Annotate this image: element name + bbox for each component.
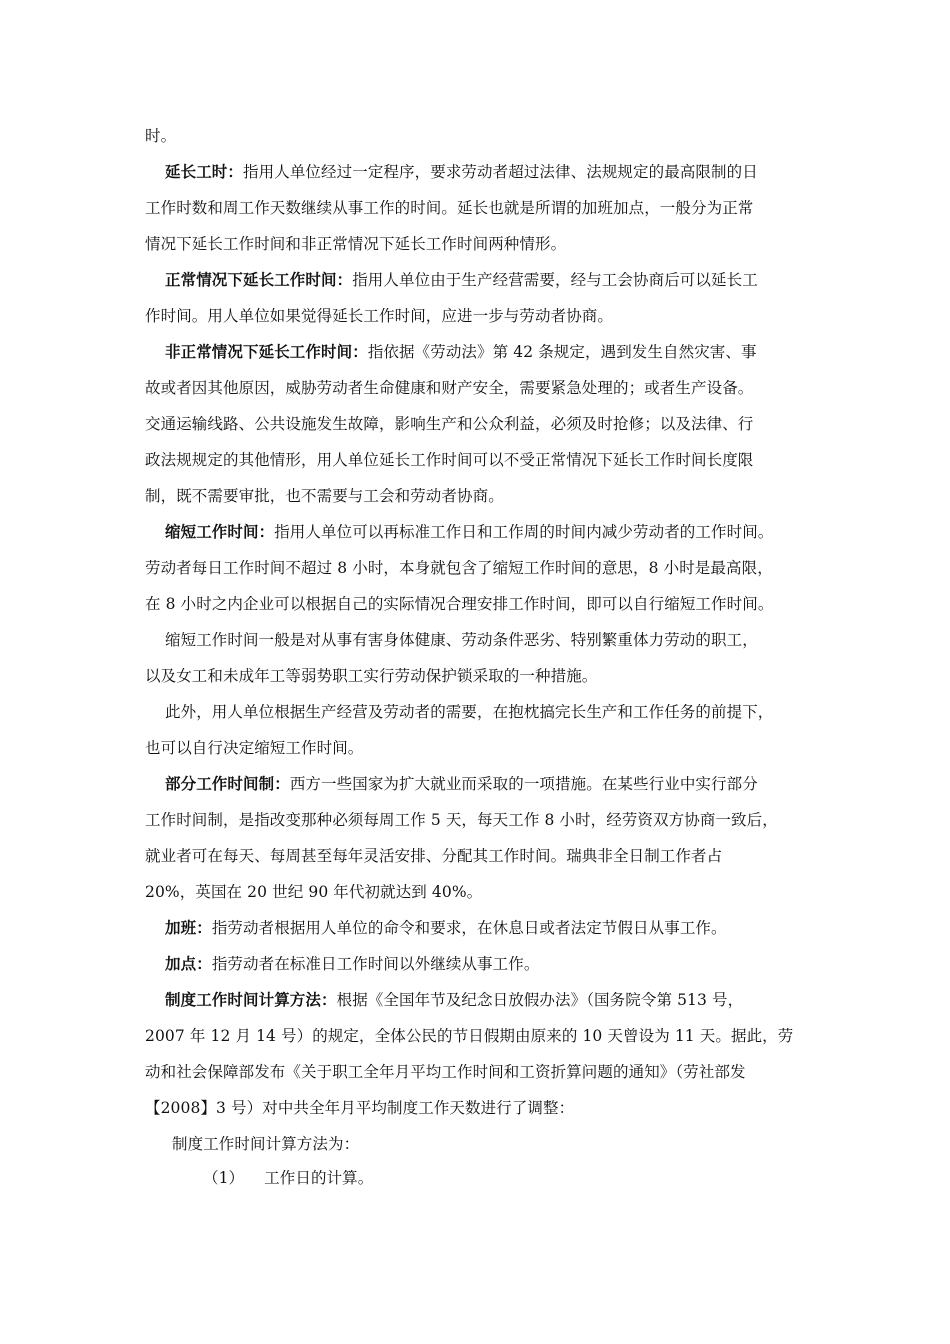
list-item-text: 工作日的计算。	[264, 1169, 374, 1187]
paragraph-line: 制度工作时间计算方法为：	[172, 1135, 360, 1153]
term-heading: 非正常情况下延长工作时间：	[165, 342, 368, 361]
paragraph-line: 情况下延长工作时间和非正常情况下延长工作时间两种情形。	[145, 235, 567, 253]
list-item	[203, 1168, 873, 1188]
paragraph-line: 部分工作时间制：西方一些国家为扩大就业而采取的一项措施。在某些行业中实行部分	[165, 774, 758, 793]
paragraph-line: 非正常情况下延长工作时间：指依据《劳动法》第 42 条规定，遇到发生自然灾害、事	[165, 342, 757, 361]
paragraph-line: 延长工时：指用人单位经过一定程序，要求劳动者超过法律、法规规定的最高限制的日	[165, 162, 758, 181]
paragraph-line: 加班：指劳动者根据用人单位的命令和要求，在休息日或者法定节假日从事工作。	[165, 918, 727, 937]
paragraph-line: 此外，用人单位根据生产经营及劳动者的需要，在抱枕搞完长生产和工作任务的前提下，	[165, 703, 774, 721]
paragraph-line: 加点：指劳动者在标准日工作时间以外继续从事工作。	[165, 954, 540, 973]
paragraph-line: 以及女工和未成年工等弱势职工实行劳动保护锁采取的一种措施。	[145, 667, 598, 685]
term-heading: 缩短工作时间：	[165, 522, 275, 541]
paragraph-line: 时。	[145, 127, 177, 145]
paragraph-line: 动和社会保障部发布《关于职工全年月平均工作时间和工资折算问题的通知》（劳社部发	[145, 1063, 746, 1081]
paragraph-line: 就业者可在每天、每周甚至每年灵活安排、分配其工作时间。瑞典非全日制工作者占	[145, 847, 723, 865]
paragraph-line: 正常情况下延长工作时间：指用人单位由于生产经营需要，经与工会协商后可以延长工	[165, 270, 758, 289]
paragraph-line: 缩短工作时间：指用人单位可以再标准工作日和工作周的时间内减少劳动者的工作时间。	[165, 522, 774, 541]
paragraph-line: 工作时间制，是指改变那种必须每周工作 5 天，每天工作 8 小时，经劳资双方协商一致后，	[145, 811, 778, 829]
paragraph-line: 劳动者每日工作时间不超过 8 小时，本身就包含了缩短工作时间的意思，8 小时是最高限，	[145, 559, 773, 577]
term-heading: 制度工作时间计算方法：	[165, 990, 337, 1009]
paragraph-line: 工作时数和周工作天数继续从事工作的时间。延长也就是所谓的加班加点，一般分为正常	[145, 199, 754, 217]
paragraph-line: 交通运输线路、公共设施发生故障，影响生产和公众利益，必须及时抢修；以及法律、行	[145, 415, 754, 433]
paragraph-line: 政法规规定的其他情形，用人单位延长工作时间可以不受正常情况下延长工作时间长度限	[145, 451, 754, 469]
term-heading: 正常情况下延长工作时间：	[165, 270, 353, 289]
paragraph-line: 20%，英国在 20 世纪 90 年代初就达到 40%。	[145, 883, 483, 901]
term-heading: 部分工作时间制：	[165, 774, 290, 793]
paragraph-line: 作时间。用人单位如果觉得延长工作时间，应进一步与劳动者协商。	[145, 307, 614, 325]
paragraph-line: 也可以自行决定缩短工作时间。	[145, 739, 364, 757]
list-marker: （1）	[203, 1169, 245, 1187]
paragraph-line: 制，既不需要审批，也不需要与工会和劳动者协商。	[145, 487, 504, 505]
paragraph-line: 【2008】3 号）对中共全年月平均制度工作天数进行了调整：	[145, 1099, 575, 1117]
paragraph-line: 2007 年 12 月 14 号）的规定，全体公民的节日假期由原来的 10 天曾设为 11 天。据此，劳	[145, 1027, 794, 1045]
paragraph-line: 故或者因其他原因，威胁劳动者生命健康和财产安全，需要紧急处理的；或者生产设备。	[145, 379, 754, 397]
paragraph-line: 在 8 小时之内企业可以根据自己的实际情况合理安排工作时间，即可以自行缩短工作时间。	[145, 595, 774, 613]
term-heading: 加点：	[165, 954, 212, 973]
term-heading: 延长工时：	[165, 162, 244, 181]
paragraph-line: 缩短工作时间一般是对从事有害身体健康、劳动条件恶劣、特别繁重体力劳动的职工，	[165, 631, 758, 649]
paragraph-line: 制度工作时间计算方法：根据《全国年节及纪念日放假办法》（国务院令第 513 号，	[165, 990, 744, 1009]
term-heading: 加班：	[165, 918, 212, 937]
